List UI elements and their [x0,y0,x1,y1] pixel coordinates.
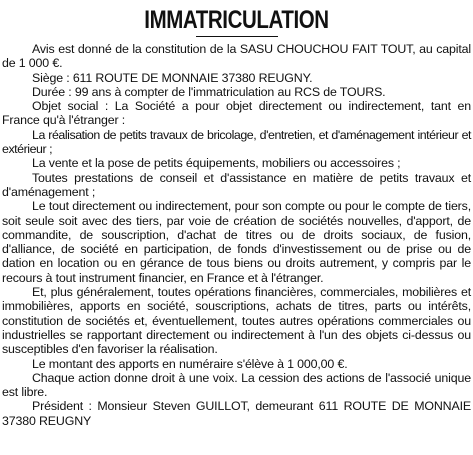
paragraph-le-tout: Le tout directement ou indirectement, pour son compte ou pour le compte de tiers, soit seule soit avec des tiers, par voie de création de sociétés nouvelles, d'apport, de commandite, de souscription, d'achat de titres ou de droits sociaux, de fusion, d'alliance, de société en participation, de fonds d'investissement ou de prise ou de dation en location ou en gérance de tous biens ou droits autrement, y compris par le recours à tout instrument financier, en France et à l'étranger. [2,199,471,285]
notice-body [2,42,471,428]
paragraph-travaux: La réalisation de petits travaux de bricolage, d'entretien, et d'aménagement intérieur et extérieur ; [2,127,471,157]
title-underline [196,36,278,37]
paragraph-prestations: Toutes prestations de conseil et d'assistance en matière de petits travaux et d'aménagement ; [2,170,471,199]
notice-title: IMMATRICULATION [144,6,329,34]
paragraph-duree: Durée : 99 ans à compter de l'immatriculation au RCS de TOURS. [32,84,386,99]
paragraph-plus-generalement: Et, plus généralement, toutes opérations financières, commerciales, mobilières et immobilières, apports en société, souscriptions, achats de titres, parts ou intérêts, constitution de sociétés et, éventuellement, toutes autres opérations commerciales ou industrielles se rapportant directement ou indirectement à l'un des objets ci-dessus ou susceptibles d'en favoriser la réalisation. [2,285,471,357]
paragraph-vente: La vente et la pose de petits équipements, mobiliers ou accessoires ; [32,156,401,171]
paragraph-objet-social: Objet social : La Société a pour objet directement ou indirectement, tant en France qu'à l'étranger : [2,99,471,128]
paragraph-constitution: Avis est donné de la constitution de la SASU CHOUCHOU FAIT TOUT, au capital de 1 000 €. [2,42,471,71]
paragraph-siege: Siège : 611 ROUTE DE MONNAIE 37380 REUGNY. [32,70,313,85]
paragraph-apports: Le montant des apports en numéraire s'élève à 1 000,00 €. [32,356,348,371]
legal-notice [2,6,471,428]
paragraph-president: Président : Monsieur Steven GUILLOT, demeurant 611 ROUTE DE MONNAIE 37380 REUGNY [2,399,471,428]
paragraph-cession: Chaque action donne droit à une voix. La cession des actions de l'associé unique est libre. [2,370,471,400]
